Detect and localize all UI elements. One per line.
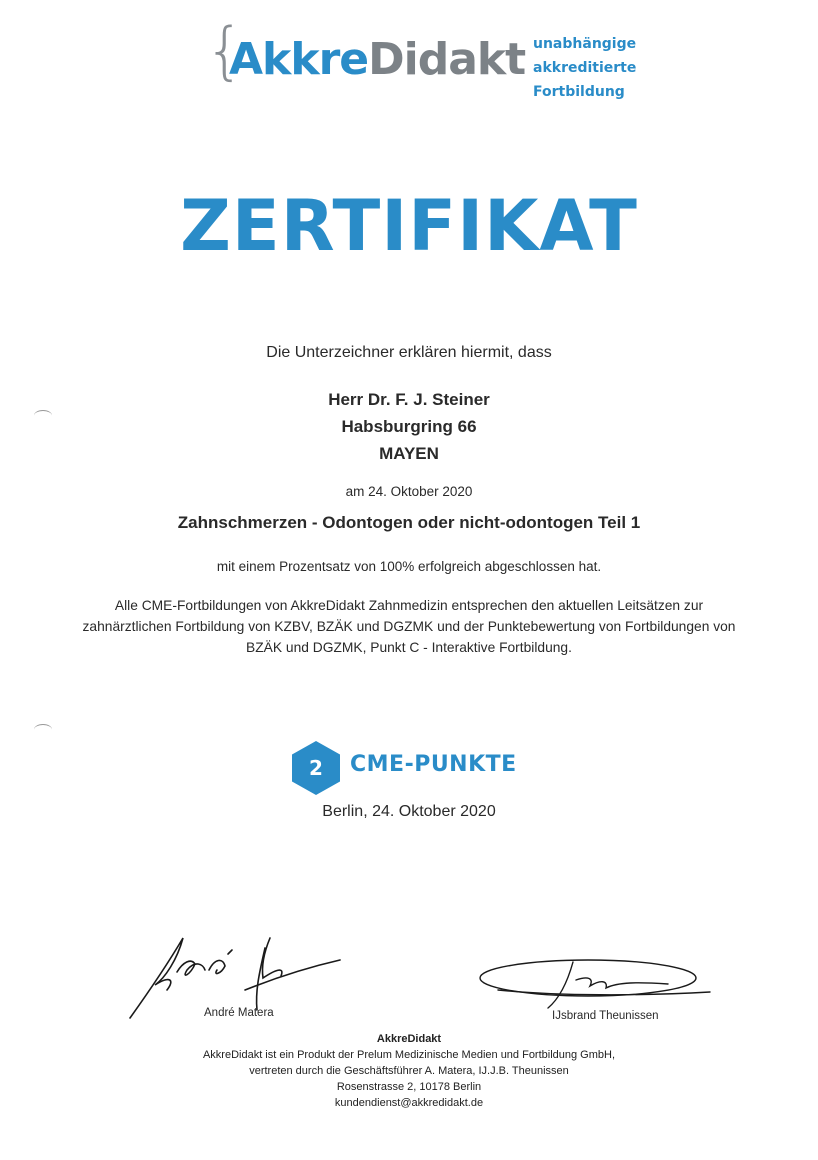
footer-line: AkkreDidakt ist ein Produkt der Prelum Medizinische Medien und Fortbildung GmbH,	[202, 1049, 616, 1061]
logo-tagline	[533, 32, 636, 104]
logo-wordmark-part1: Akkre	[229, 34, 369, 85]
footer-line: vertreten durch die Geschäftsführer A. Matera, IJ.J.B. Theunissen	[249, 1065, 569, 1077]
signer-name-left: André Matera	[204, 1007, 274, 1019]
footer-address: Rosenstrasse 2, 10178 Berlin	[336, 1081, 482, 1093]
recipient-street: Habsburgring 66	[341, 417, 477, 436]
course-title: Zahnschmerzen - Odontogen oder nicht-odontogen Teil 1	[177, 513, 641, 532]
logo-tagline-line: Fortbildung	[533, 84, 625, 100]
cme-statement: Alle CME-Fortbildungen von AkkreDidakt Zahnmedizin entsprechen den aktuellen Leitsätzen zur zahnärztlichen Fortbildung von KZBV, BZÄK und DGZMK und der Punktebewertung von Fortbildungen von BZÄK und DGZMK, Punkt C - Interaktive Fortbildung.	[82, 598, 736, 655]
result-text: mit einem Prozentsatz von 100% erfolgreich abgeschlossen hat.	[216, 559, 602, 574]
cme-points-label: CME-PUNKTE	[350, 752, 517, 777]
signer-name-right: IJsbrand Theunissen	[552, 1010, 659, 1022]
recipient-name: Herr Dr. F. J. Steiner	[328, 390, 490, 409]
recipient-city: MAYEN	[379, 444, 439, 463]
intro-text: Die Unterzeichner erklären hiermit, dass	[266, 344, 552, 361]
logo-wordmark	[229, 34, 526, 85]
cme-points-badge	[290, 740, 530, 796]
footer	[0, 1031, 818, 1111]
footer-email: kundendienst@akkredidakt.de	[334, 1097, 484, 1109]
certificate-title: ZERTIFIKAT	[180, 185, 638, 267]
logo-tagline-line: unabhängige	[533, 36, 637, 52]
cme-points-value: 2	[309, 756, 323, 780]
logo-tagline-line: akkreditierte	[533, 60, 637, 76]
place-and-date: Berlin, 24. Oktober 2020	[322, 803, 496, 820]
completion-date: am 24. Oktober 2020	[345, 484, 473, 499]
footer-company: AkkreDidakt	[376, 1033, 442, 1045]
logo-wordmark-part2: Didakt	[368, 34, 526, 85]
punch-mark	[34, 724, 52, 735]
logo-brace: {	[205, 14, 245, 87]
